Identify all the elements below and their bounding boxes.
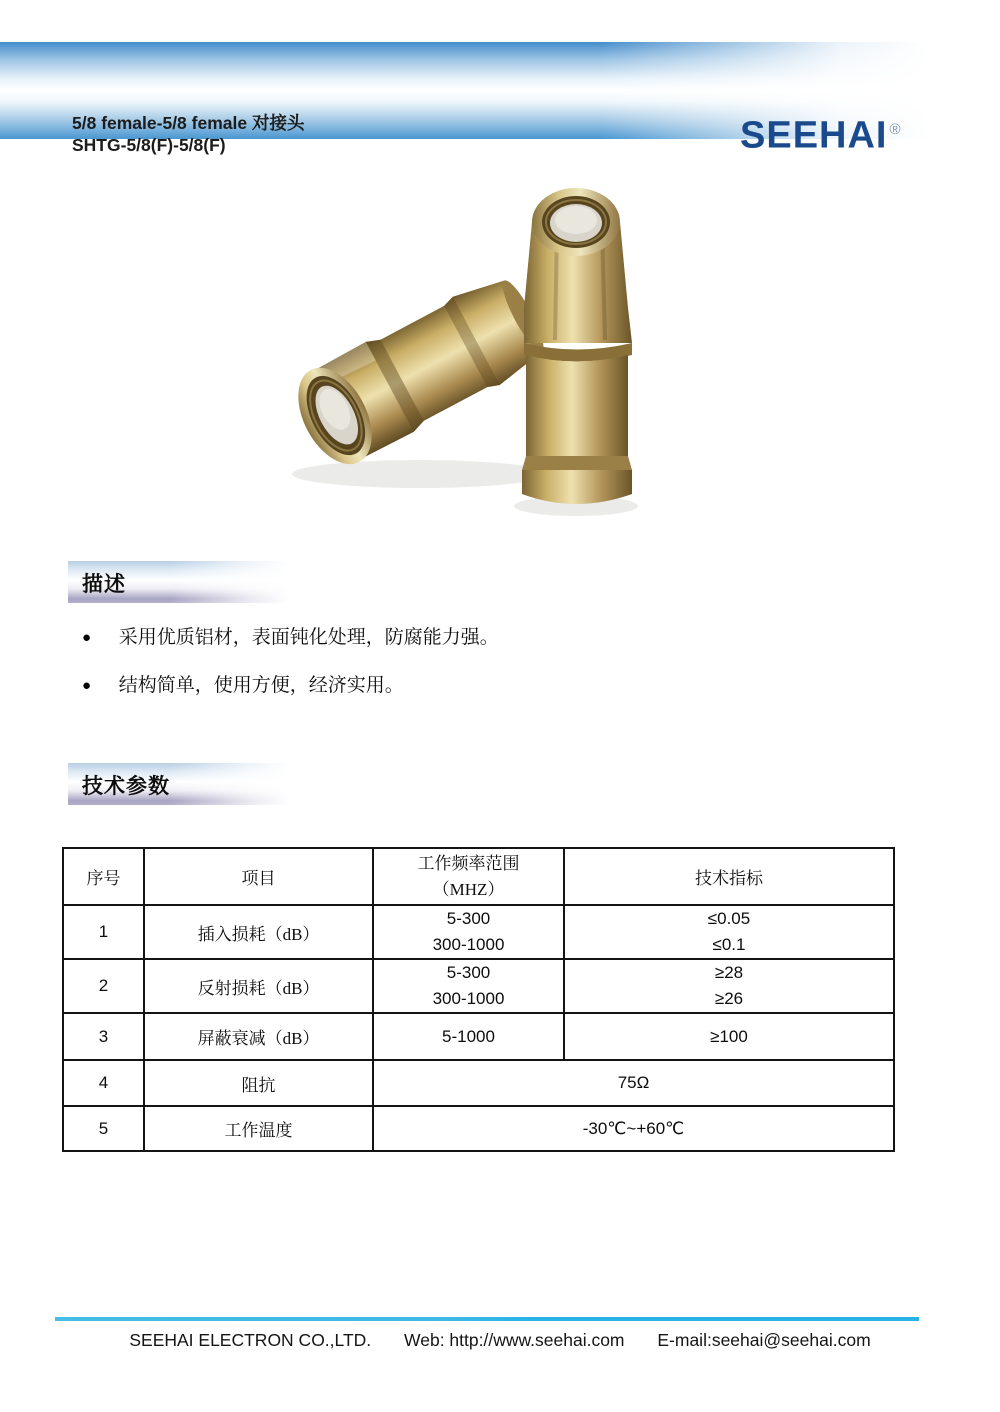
cell-spec: ≤0.05 ≤0.1 [564,905,894,959]
list-item [82,624,499,652]
cell-spec: ≥100 [564,1013,894,1060]
product-model-line2: SHTG-5/8(F)-5/8(F) [72,135,226,155]
product-title-block [72,112,304,156]
table-row [63,1013,894,1060]
cell-frequency: 5-1000 [373,1013,564,1060]
footer-email: E-mail:seehai@seehai.com [657,1330,871,1350]
cell-item: 屏蔽衰减（dB） [144,1013,373,1060]
header-bar [0,42,1000,157]
company-logo [740,110,901,156]
footer-divider-line [55,1317,919,1321]
registered-trademark-icon: ® [889,121,901,138]
table-row [63,1060,894,1106]
product-photo [270,158,750,523]
col-header-spec: 技术指标 [564,848,894,905]
table-row [63,959,894,1013]
cell-item: 工作温度 [144,1106,373,1151]
bullet-icon: ● [82,678,92,694]
section-band-description [68,561,294,603]
cell-spec: ≥28 ≥26 [564,959,894,1013]
cell-no: 4 [63,1060,144,1106]
cell-no: 3 [63,1013,144,1060]
footer-web: Web: http://www.seehai.com [404,1330,625,1350]
cell-no: 2 [63,959,144,1013]
col-header-frequency: 工作频率范围 （MHZ） [373,848,564,905]
bullet-text: 结构简单，使用方便，经济实用。 [118,675,404,696]
section-heading-description: 描述 [82,572,126,596]
product-title-line1: 5/8 female-5/8 female 对接头 [72,113,305,133]
footer-company: SEEHAI ELECTRON CO.,LTD. [129,1330,372,1350]
cell-frequency: 5-300 300-1000 [373,959,564,1013]
table-header-row [63,848,894,905]
cell-merged-value: 75Ω [373,1060,894,1106]
section-band-specs [68,763,294,805]
footer [0,1330,1000,1351]
table-row [63,905,894,959]
cell-item: 反射损耗（dB） [144,959,373,1013]
list-item [82,672,499,700]
specs-table [62,847,895,1152]
section-heading-specs: 技术参数 [82,774,170,798]
table-row [63,1106,894,1151]
logo-text: SEEHAI [740,114,888,157]
bullet-icon: ● [82,630,92,646]
cell-no: 5 [63,1106,144,1151]
col-header-item: 项目 [144,848,373,905]
description-bullet-list [82,624,499,720]
cell-frequency: 5-300 300-1000 [373,905,564,959]
col-header-no: 序号 [63,848,144,905]
cell-merged-value: -30℃~+60℃ [373,1106,894,1151]
shadow-lying [292,460,548,488]
cell-no: 1 [63,905,144,959]
cell-item: 阻抗 [144,1060,373,1106]
connector-lying-icon [283,266,555,477]
cell-item: 插入损耗（dB） [144,905,373,959]
bullet-text: 采用优质铝材，表面钝化处理，防腐能力强。 [118,627,499,648]
